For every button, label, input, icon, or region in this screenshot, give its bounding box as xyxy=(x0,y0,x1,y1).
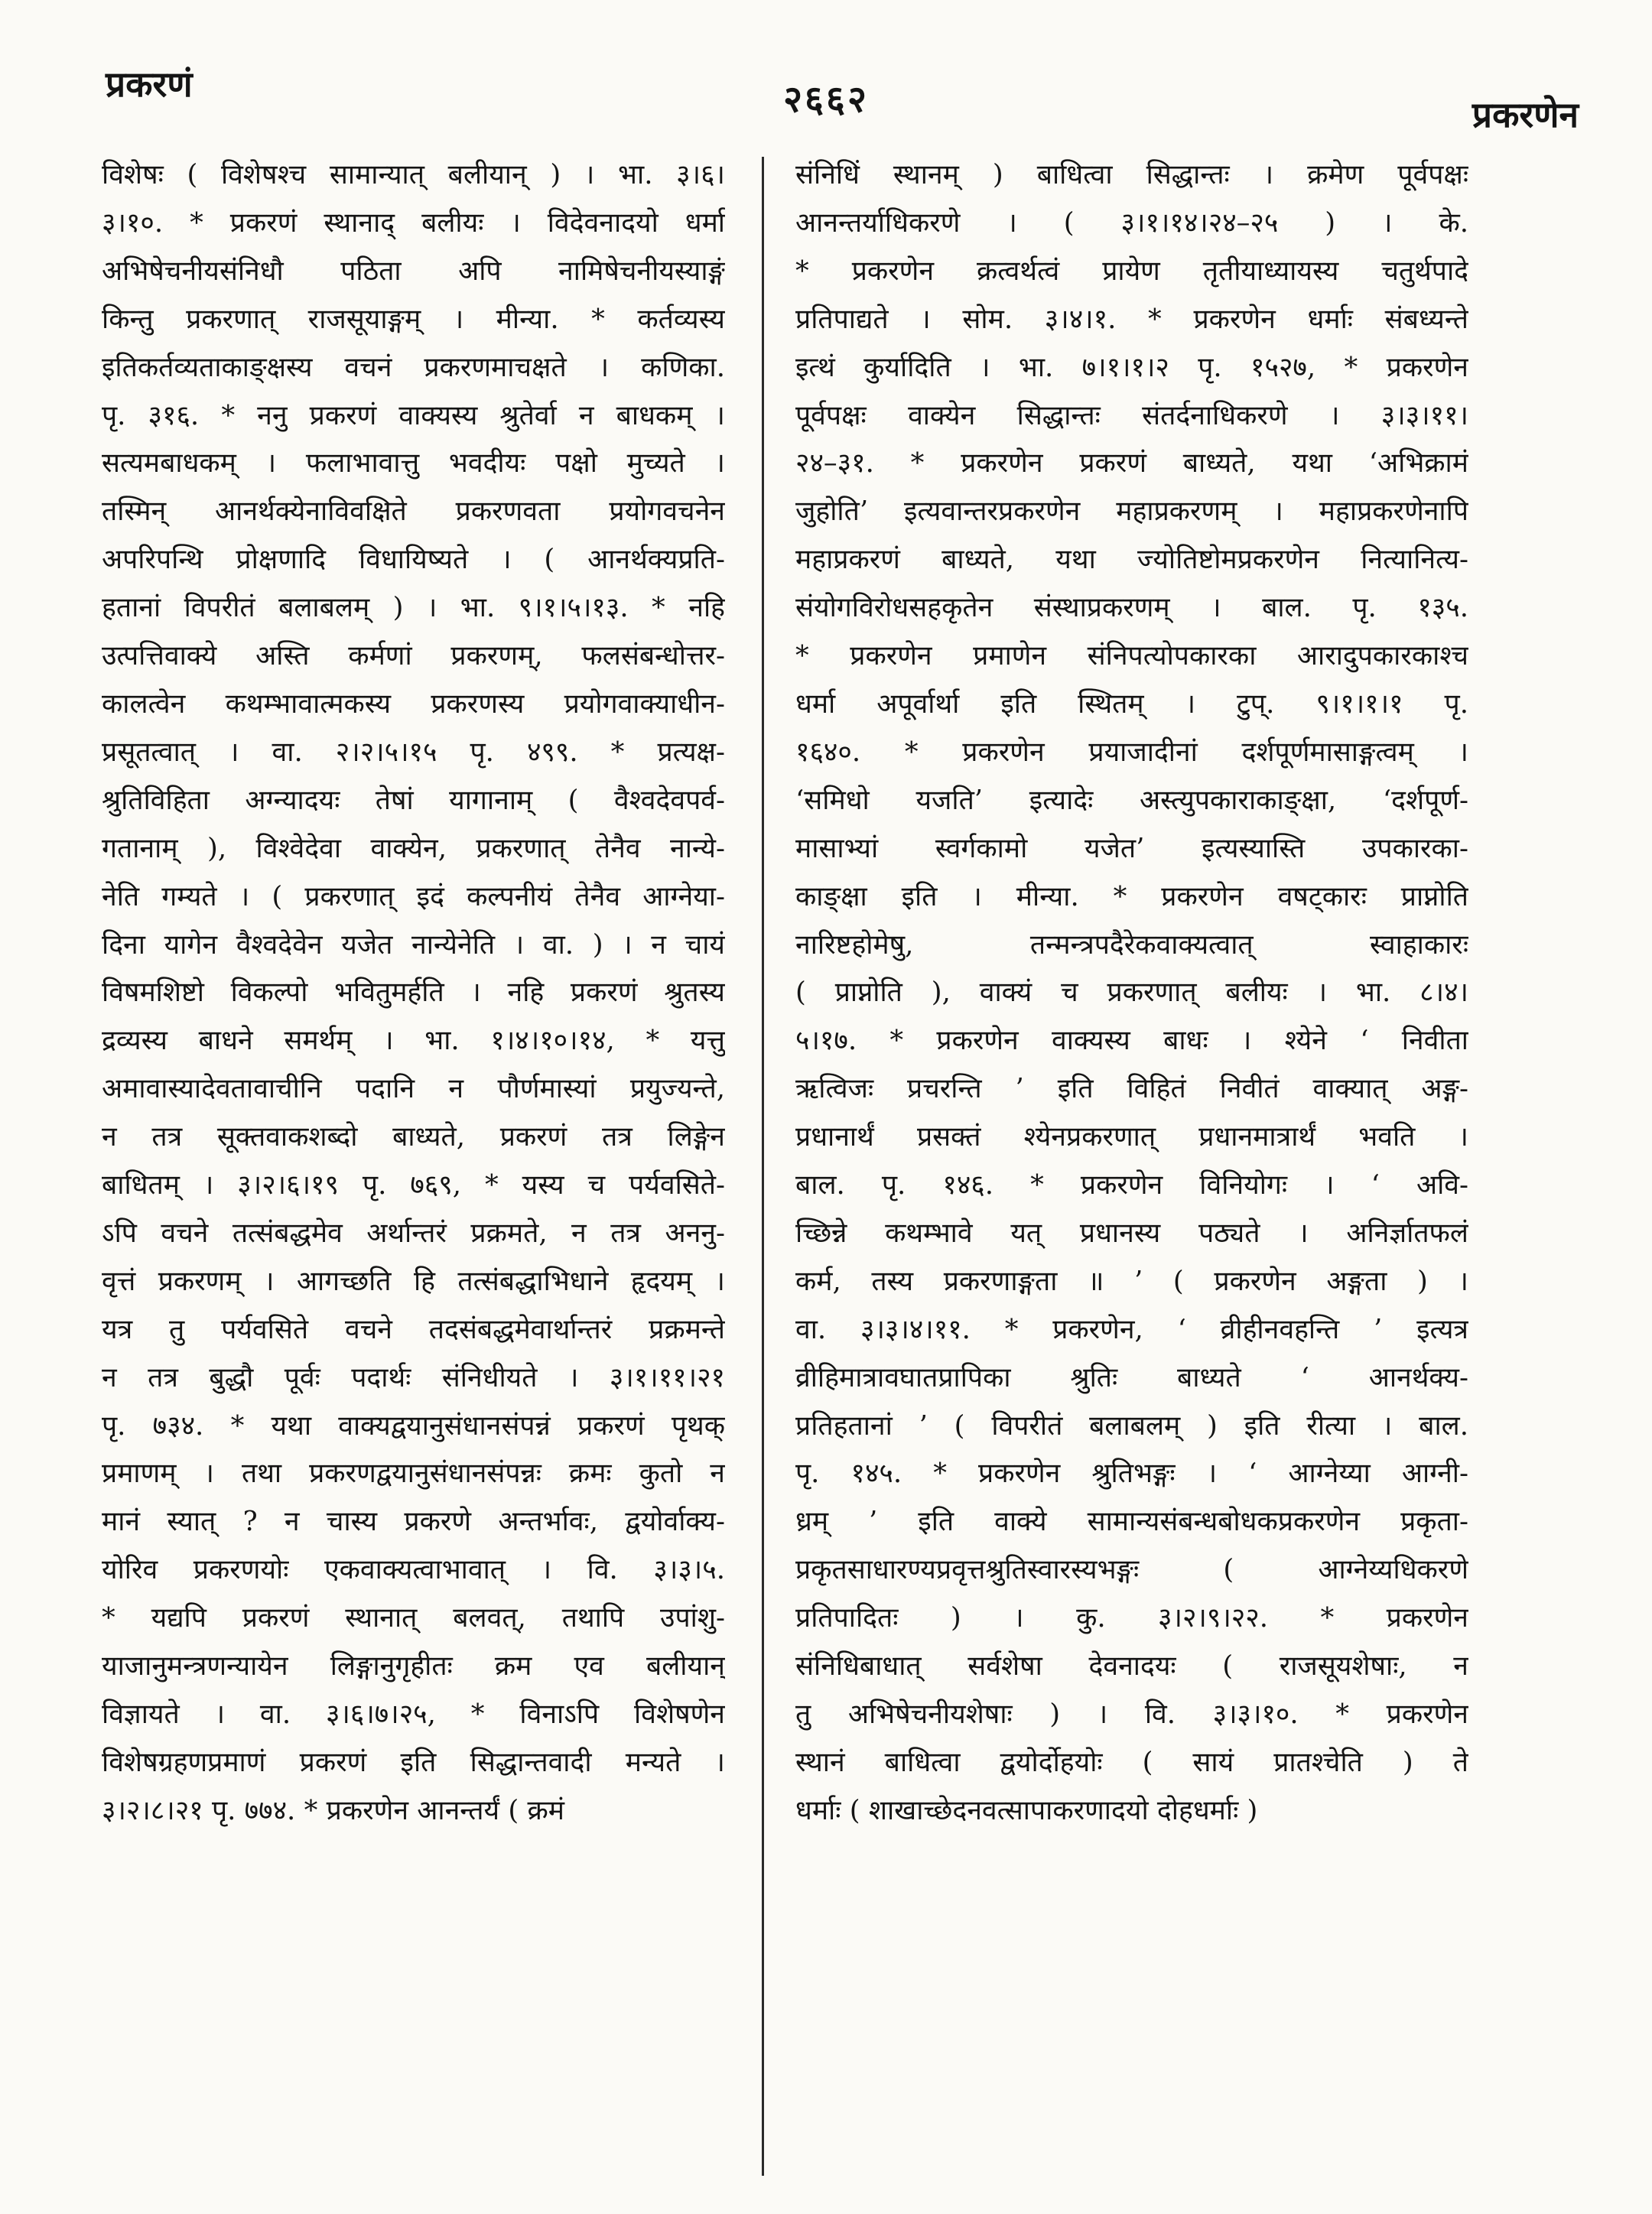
text-line: बाल. पृ. १४६. * प्रकरणेन विनियोगः । ‘ अवि- xyxy=(795,1169,1468,1201)
text-line: संयोगविरोधसहकृतेन संस्थाप्रकरणम् । बाल. पृ. १३५. xyxy=(795,592,1468,624)
text-line: दिना यागेन वैश्वदेवेन यजेत नान्येनेति । वा. ) । न चायं xyxy=(102,928,725,961)
text-line: तु अभिषेचनीयशेषाः ) । वि. ३।३।१०. * प्रकरणेन xyxy=(795,1699,1468,1730)
text-line: द्रव्यस्य बाधने समर्थम् । भा. १।४।१०।१४, * यत्तु xyxy=(102,1025,725,1057)
left-headword: प्रकरणं xyxy=(106,63,193,105)
text-line: २४–३१. * प्रकरणेन प्रकरणं बाध्यते, यथा ‘अभिक्रामं xyxy=(795,447,1468,480)
page-header xyxy=(0,0,1652,145)
text-line: विशेषः ( विशेषश्च सामान्यात् बलीयान् ) । भा. ३।६। xyxy=(102,159,725,190)
text-line: प्रतिहतानां ’ ( विपरीतं बलाबलम् ) इति रीत्या । बाल. xyxy=(795,1409,1468,1442)
text-line: प्रतिपाद्यते । सोम. ३।४।१. * प्रकरणेन धर्माः संबध्यन्ते xyxy=(795,303,1468,335)
text-line: प्रतिपादितः ) । कु. ३।२।९।२२. * प्रकरणेन xyxy=(795,1602,1468,1634)
text-line: मासाभ्यां स्वर्गकामो यजेत’ इत्यस्यास्ति उपकारका- xyxy=(795,832,1468,864)
text-line: योरिव प्रकरणयोः एकवाक्यत्वाभावात् । वि. ३।३।५. xyxy=(102,1554,725,1586)
text-line: प्रकृतसाधारण्यप्रवृत्तश्रुतिस्वारस्यभङ्गः ( आग्नेय्यधिकरणे xyxy=(795,1554,1468,1586)
text-line: पृ. ७३४. * यथा वाक्यद्वयानुसंधानसंपन्नं प्रकरणं पृथक् xyxy=(102,1409,725,1442)
text-line: पृ. १४५. * प्रकरणेन श्रुतिभङ्गः । ‘ आग्नेय्या आग्नी- xyxy=(795,1458,1468,1490)
text-line: काङ्क्षा इति । मीन्या. * प्रकरणेन वषट्कारः प्राप्नोति xyxy=(795,880,1468,912)
text-line: च्छिन्ने कथम्भावे यत् प्रधानस्य पठ्यते । अनिर्ज्ञातफलं xyxy=(795,1217,1468,1249)
text-line: बाधितम् । ३।२।६।१९ पृ. ७६९, * यस्य च पर्यवसिते- xyxy=(102,1169,725,1201)
text-line: * यद्यपि प्रकरणं स्थानात् बलवत्, तथापि उपांशु- xyxy=(102,1602,725,1634)
text-line: १६४०. * प्रकरणेन प्रयाजादीनां दर्शपूर्णमासाङ्गत्वम् । xyxy=(795,736,1468,768)
text-line: * प्रकरणेन प्रमाणेन संनिपत्योपकारका आरादुपकारकाश्च xyxy=(795,640,1468,672)
text-line: न तत्र सूक्तवाकशब्दो बाध्यते, प्रकरणं तत्र लिङ्गेन xyxy=(102,1121,725,1153)
column-divider xyxy=(762,157,764,2176)
text-line: प्रमाणम् । तथा प्रकरणद्वयानुसंधानसंपन्नः क्रमः कुतो न xyxy=(102,1458,725,1490)
text-line: किन्तु प्रकरणात् राजसूयाङ्गम् । मीन्या. * कर्तव्यस्य xyxy=(102,303,725,335)
left-text-column xyxy=(102,151,725,2186)
text-line: ५।१७. * प्रकरणेन वाक्यस्य बाधः । श्येने ‘ निवीता xyxy=(795,1025,1468,1057)
text-line: संनिधिं स्थानम् ) बाधित्वा सिद्धान्तः । क्रमेण पूर्वपक्षः xyxy=(795,159,1468,190)
text-line: न तत्र बुद्धौ पूर्वः पदार्थः संनिधीयते । ३।१।११।२१ xyxy=(102,1361,725,1393)
text-line: संनिधिबाधात् सर्वशेषा देवनादयः ( राजसूयशेषाः, न xyxy=(795,1650,1468,1682)
text-line: स्थानं बाधित्वा द्वयोर्दोहयोः ( सायं प्रातश्चेति ) ते xyxy=(795,1746,1468,1778)
text-line: नारिष्टहोमेषु, तन्मन्त्रपदैरेकवाक्यत्वात् स्वाहाकारः xyxy=(795,928,1468,961)
text-line: अभिषेचनीयसंनिधौ पठिता अपि नामिषेचनीयस्याङ्गं xyxy=(102,255,725,287)
right-headword: प्रकरणेन xyxy=(1472,94,1579,135)
text-line: विषमशिष्टो विकल्पो भवितुमर्हति । नहि प्रकरणं श्रुतस्य xyxy=(102,977,725,1009)
text-line: मानं स्यात् ? न चास्य प्रकरणे अन्तर्भावः, द्वयोर्वाक्य- xyxy=(102,1506,725,1538)
text-line: कालत्वेन कथम्भावात्मकस्य प्रकरणस्य प्रयोगवाक्याधीन- xyxy=(102,688,725,720)
text-line: ध्रम् ’ इति वाक्ये सामान्यसंबन्धबोधकप्रकरणेन प्रकृता- xyxy=(795,1506,1468,1538)
text-line: उत्पत्तिवाक्ये अस्ति कर्मणां प्रकरणम्, फलसंबन्धोत्तर- xyxy=(102,640,725,672)
text-line: विशेषग्रहणप्रमाणं प्रकरणं इति सिद्धान्तवादी मन्यते । xyxy=(102,1746,725,1778)
text-line: धर्मा अपूर्वार्था इति स्थितम् । टुप्. ९।१।१।१ पृ. xyxy=(795,688,1468,720)
page-number: २६६२ xyxy=(783,78,869,121)
text-line: विज्ञायते । वा. ३।६।७।२५, * विनाऽपि विशेषणेन xyxy=(102,1699,725,1730)
text-line: अमावास्यादेवतावाचीनि पदानि न पौर्णमास्यां प्रयुज्यन्ते, xyxy=(102,1073,725,1105)
text-line: प्रसूतत्वात् । वा. २।२।५।१५ पृ. ४९९. * प्रत्यक्ष- xyxy=(102,736,725,768)
text-line: ३।२।८।२१ पृ. ७७४. * प्रकरणेन आनन्तर्यं ( क्रमं xyxy=(102,1794,564,1826)
text-line: यत्र तु पर्यवसिते वचने तदसंबद्धमेवार्थान्तरं प्रक्रमन्ते xyxy=(102,1313,725,1345)
text-line: गतानाम् ), विश्वेदेवा वाक्येन, प्रकरणात् तेनैव नान्ये- xyxy=(102,832,725,864)
text-line: याजानुमन्त्रणन्यायेन लिङ्गानुगृहीतः क्रम एव बलीयान् xyxy=(102,1650,725,1682)
text-line: ‘समिधो यजति’ इत्यादेः अस्त्युपकाराकाङ्क्षा, ‘दर्शपूर्ण- xyxy=(795,784,1468,816)
text-line: इतिकर्तव्यताकाङ्क्षस्य वचनं प्रकरणमाचक्षते । कणिका. xyxy=(102,351,725,383)
text-line: सत्यमबाधकम् । फलाभावात्तु भवदीयः पक्षो मुच्यते । xyxy=(102,447,725,480)
text-line: प्रधानार्थं प्रसक्तं श्येनप्रकरणात् प्रधानमात्रार्थं भवति । xyxy=(795,1121,1468,1153)
text-line: ऽपि वचने तत्संबद्धमेव अर्थान्तरं प्रक्रमते, न तत्र अननु- xyxy=(102,1217,725,1249)
text-line: जुहोति’ इत्यवान्तरप्रकरणेन महाप्रकरणम् । महाप्रकरणेनापि xyxy=(795,496,1468,528)
text-line: वा. ३।३।४।११. * प्रकरणेन, ‘ व्रीहीनवहन्ति ’ इत्यत्र xyxy=(795,1313,1468,1345)
text-line: पृ. ३१६. * ननु प्रकरणं वाक्यस्य श्रुतेर्वा न बाधकम् । xyxy=(102,399,725,431)
text-line: पूर्वपक्षः वाक्येन सिद्धान्तः संतर्दनाधिकरणे । ३।३।११। xyxy=(795,399,1468,431)
text-line: महाप्रकरणं बाध्यते, यथा ज्योतिष्टोमप्रकरणेन नित्यानित्य- xyxy=(795,544,1468,576)
text-line: अपरिपन्थि प्रोक्षणादि विधायिष्यते । ( आनर्थक्यप्रति- xyxy=(102,544,725,576)
text-line: आनन्तर्याधिकरणे । ( ३।१।१४।२४–२५ ) । के. xyxy=(795,206,1468,239)
text-line: श्रुतिविहिता अग्न्यादयः तेषां यागानाम् ( वैश्वदेवपर्व- xyxy=(102,784,725,816)
text-line: वृत्तं प्रकरणम् । आगच्छति हि तत्संबद्धाभिधाने हृदयम् । xyxy=(102,1265,725,1297)
text-line: ( प्राप्नोति ), वाक्यं च प्रकरणात् बलीयः । भा. ८।४। xyxy=(795,977,1468,1009)
text-line: * प्रकरणेन क्रत्वर्थत्वं प्रायेण तृतीयाध्यायस्य चतुर्थपादे xyxy=(795,255,1468,287)
right-text-column xyxy=(795,151,1468,2186)
text-line: नेति गम्यते । ( प्रकरणात् इदं कल्पनीयं तेनैव आग्नेया- xyxy=(102,880,725,912)
text-line: इत्थं कुर्यादिति । भा. ७।१।१।२ पृ. १५२७, * प्रकरणेन xyxy=(795,351,1468,383)
text-line: व्रीहिमात्रावघातप्रापिका श्रुतिः बाध्यते ‘ आनर्थक्य- xyxy=(795,1361,1468,1393)
text-line: तस्मिन् आनर्थक्येनाविवक्षिते प्रकरणवता प्रयोगवचनेन xyxy=(102,496,725,528)
text-line: हतानां विपरीतं बलाबलम् ) । भा. ९।१।५।१३. * नहि xyxy=(102,592,725,624)
text-line: ऋत्विजः प्रचरन्ति ’ इति विहितं निवीतं वाक्यात् अङ्ग- xyxy=(795,1073,1468,1105)
text-line: कर्म, तस्य प्रकरणाङ्गता ॥ ’ ( प्रकरणेन अङ्गता ) । xyxy=(795,1265,1468,1297)
text-line: धर्माः ( शाखाच्छेदनवत्सापाकरणादयो दोहधर्माः ) xyxy=(795,1794,1258,1826)
text-line: ३।१०. * प्रकरणं स्थानाद् बलीयः । विदेवनादयो धर्मा xyxy=(102,206,725,239)
